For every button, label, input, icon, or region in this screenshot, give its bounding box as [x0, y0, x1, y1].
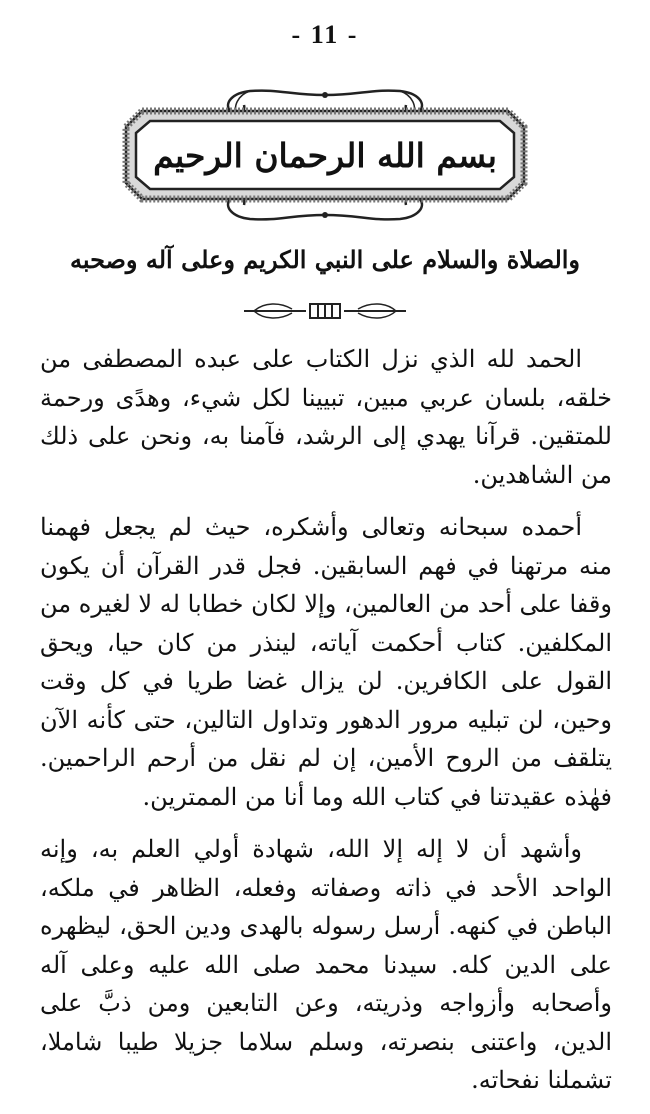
page-number: - 11 -: [291, 20, 359, 49]
basmala-cartouche: [120, 85, 530, 225]
ornament-divider-icon: [240, 298, 410, 324]
paragraph-gratitude: أحمده سبحانه وتعالى وأشكره، حيث لم يجعل فهمنا منه مرتهنا في فهم السابقين. فجل قدر القرآن أن يكون وقفا على أحد من العالمين، وإلا لكان خطابا له لا لغيره من المكلفين. كتاب أحكمت آياته، لينذر من كان حيا، ويحق القول على الكافرين. لن يزال غضا طريا في كل وقت وحين، لن تبليه مرور الدهور وتداول التالين، حتى كأنه الآن يتلقف من الروح الأمين، إن لم نقل من أرحم الراحمين. فهٰذه عقيدتنا في كتاب الله وما أنا من الممترين.: [40, 513, 612, 811]
blessing-subheading: والصلاة والسلام على النبي الكريم وعلى آله وصحبه: [69, 245, 581, 274]
body-text: [40, 340, 612, 1114]
paragraph-praise: الحمد لله الذي نزل الكتاب على عبده المصطفى من خلقه، بلسان عربي مبين، تبيينا لكل شيء، وهدًى ورحمة للمتقين. قرآنا يهدي إلى الرشد، فآمنا به، ونحن على ذلك من الشاهدين.: [40, 345, 612, 489]
basmala-title: بسم الله الرحمان الرحيم: [153, 135, 497, 175]
paragraph-testimony: وأشهد أن لا إله إلا الله، شهادة أولي العلم به، وإنه الواحد الأحد في ذاته وصفاته وفعله، الظاهر في ملكه، الباطن في كنهه. أرسل رسوله بالهدى ودين الحق، ليظهره على الدين كله. سيدنا محمد صلى الله عليه وعلى آله وأصحابه وأزواجه وذريته، وعن التابعين ومن ذبَّ على الدين، واعتنى بنصرته، وسلم سلاما جزيلا طيبا شاملا، تشملنا نفحاته.: [40, 835, 612, 1094]
